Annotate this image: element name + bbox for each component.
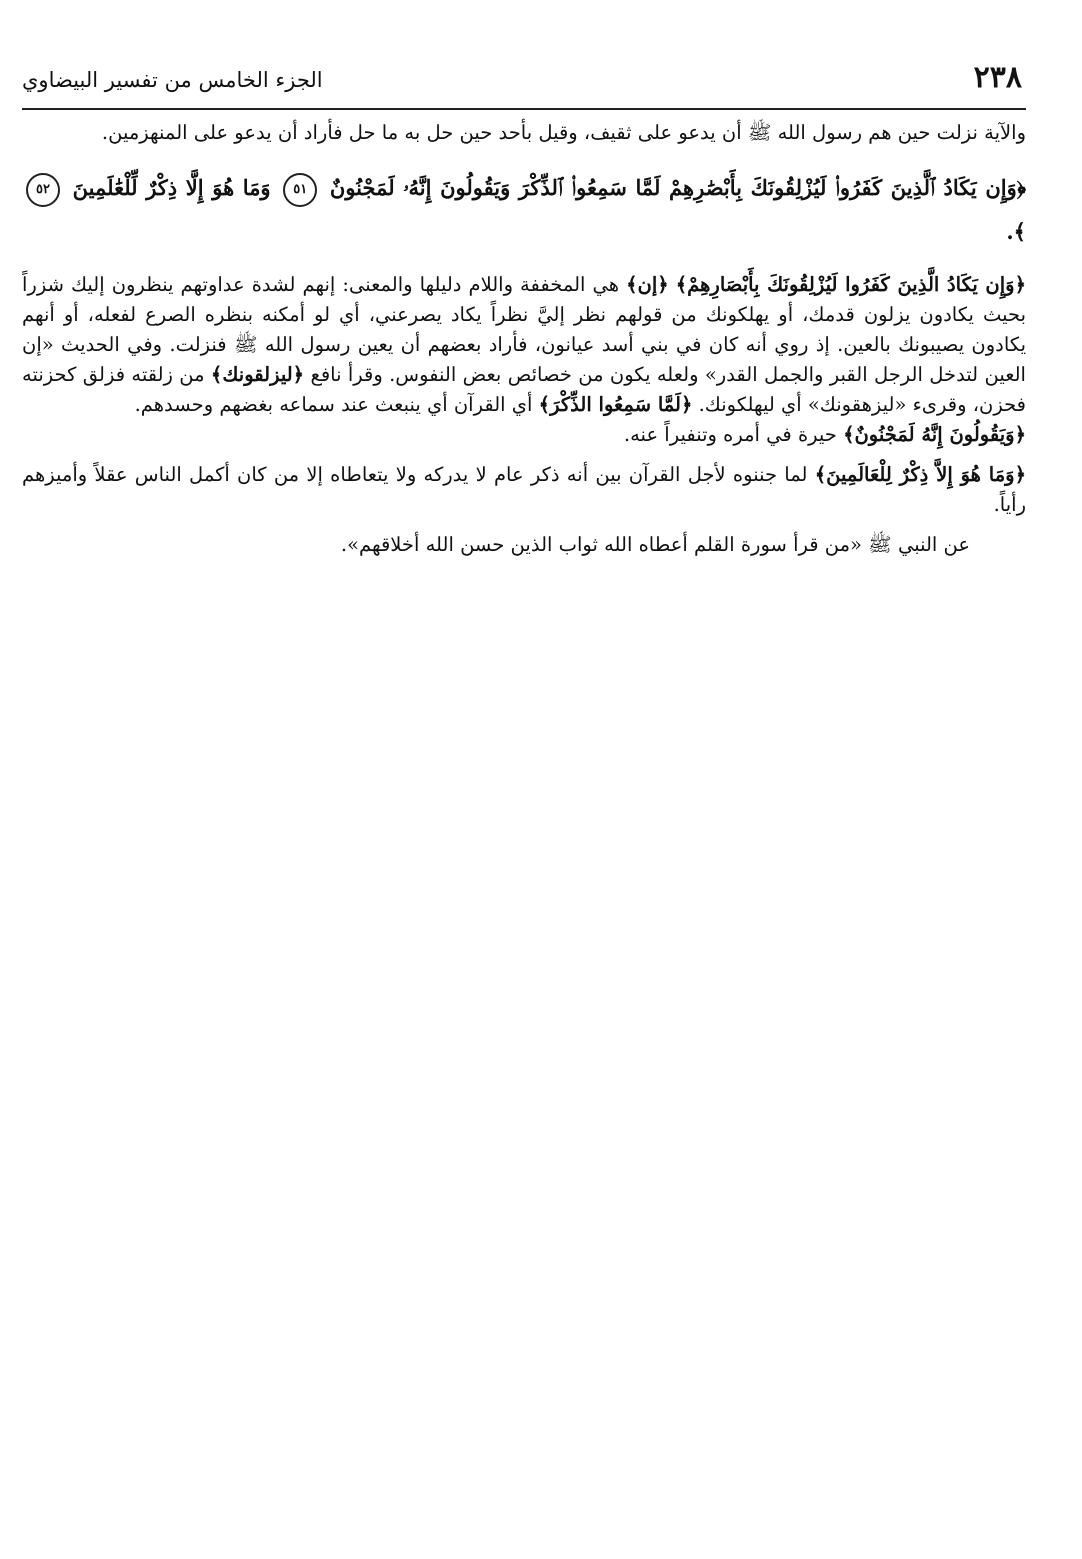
- intro-paragraph: [22, 118, 1026, 148]
- verse-part-2: وَمَا هُوَ إِلَّا ذِكْرٌ لِّلْعَٰلَمِينَ: [72, 175, 271, 200]
- page-number: ٢٣٨: [973, 60, 1022, 95]
- closing-hadith: [22, 530, 1026, 560]
- quote-2: ﴿إن﴾: [626, 273, 669, 296]
- quote-4: ﴿لَمَّا سَمِعُوا الذِّكْرَ﴾: [538, 393, 693, 416]
- quote-1: ﴿وَإِن يَكَادُ الَّذِينَ كَفَرُوا لَيُزْلِقُونَكَ بِأَبْصَارِهِمْ﴾: [675, 273, 1026, 296]
- ayah-marker-51: ٥١: [283, 173, 317, 207]
- page-body: [22, 118, 1026, 560]
- quote-5: ﴿وَيَقُولُونَ إِنَّهُ لَمَجْنُونٌ﴾: [843, 423, 1026, 446]
- commentary-paragraph-2: [22, 460, 1026, 520]
- running-head: الجزء الخامس من تفسير البيضاوي: [22, 68, 323, 92]
- commentary-text-3: أي القرآن أي ينبعث عند سماعه بغضهم وحسدهم.: [134, 393, 533, 416]
- quote-3: ﴿ليزلقونك﴾: [210, 363, 305, 386]
- verse-end: ﴾.: [1006, 219, 1026, 244]
- commentary-text-4: حيرة في أمره وتنفيراً عنه.: [623, 423, 837, 446]
- verse-part-1: ﴿وَإِن يَكَادُ ٱلَّذِينَ كَفَرُوا۟ لَيُزْلِقُونَكَ بِأَبْصَٰرِهِمْ لَمَّا سَمِعُوا۟ ٱلذِّكْرَ وَيَقُولُونَ إِنَّهُۥ لَمَجْنُونٌ: [329, 175, 1027, 200]
- page-header: [22, 60, 1022, 100]
- header-rule: [22, 108, 1026, 110]
- commentary-paragraph-1: [22, 270, 1026, 450]
- quran-verse: [22, 166, 1026, 254]
- commentary-text-1: هي المخففة واللام دليلها والمعنى: إنهم لشدة عداوتهم ينظرون إليك شزراً بحيث يكادون يزلون قدمك، أو يهلكونك من قولهم نظر إليَّ نظراً يكاد يصرعني، أي لو أمكنه بنظره الصرع لفعله، أو أنهم يكادون يصيبونك بالعين. إذ روي أنه كان في بني أسد عيانون، فأراد بعضهم أن يعين رسول الله ﷺ فنزلت. وفي الحديث «إن العين لتدخل الرجل القبر والجمل القدر» ولعله يكون من خصائص بعض النفوس. وقرأ نافع: [22, 273, 1026, 386]
- commentary-text-2: من زلقته فزلق كحزنته فحزن، وقرىء «ليزهقونك» أي ليهلكونك.: [22, 363, 1026, 416]
- commentary-text-5: لما جننوه لأجل القرآن بين أنه ذكر عام لا يدركه ولا يتعاطاه إلا من كان أكمل الناس عقلاً وأميزهم رأياً.: [22, 463, 1026, 516]
- intro-text: والآية نزلت حين هم رسول الله ﷺ أن يدعو على ثقيف، وقيل بأحد حين حل به ما حل فأراد أن يدعو على المنهزمين.: [101, 121, 1026, 144]
- quote-6: ﴿وَمَا هُوَ إِلاَّ ذِكْرٌ لِلْعَالَمِينَ﴾: [814, 463, 1026, 486]
- ayah-marker-52: ٥٢: [26, 173, 60, 207]
- closing-text: عن النبي ﷺ «من قرأ سورة القلم أعطاه الله ثواب الذين حسن الله أخلاقهم».: [340, 533, 970, 556]
